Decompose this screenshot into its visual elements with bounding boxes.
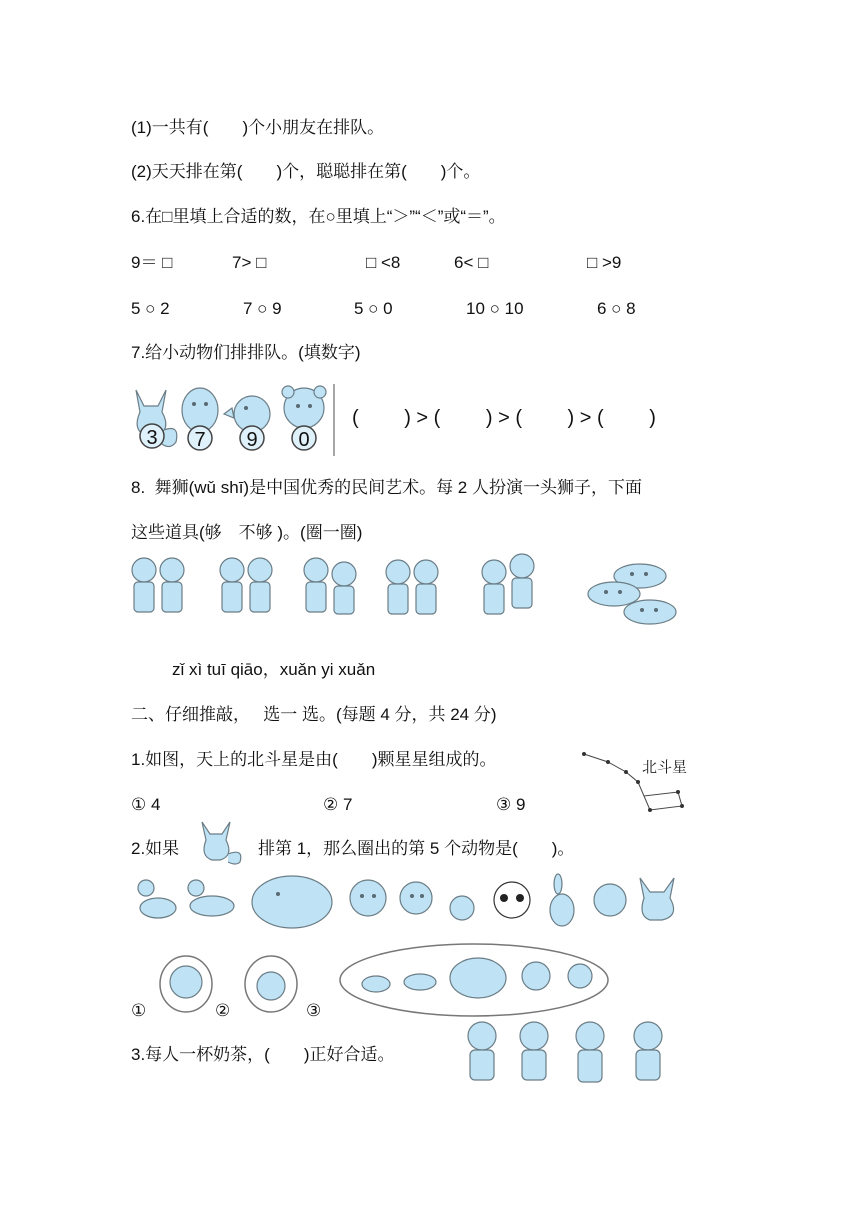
cat-icon — [350, 880, 386, 916]
child-pair-icon — [304, 558, 356, 614]
q6-row1-item: □ >9 — [587, 253, 622, 272]
s1-option: ② 7 — [323, 795, 353, 814]
number-badge-text: 9 — [246, 429, 258, 451]
boy-icon — [634, 1022, 662, 1080]
s2-question-1: 1.如图，天上的北斗星是由( )颗星星组成的。 — [131, 750, 497, 769]
s2-option: ① — [131, 1001, 147, 1020]
fox-picture — [198, 818, 248, 866]
monkey-icon — [170, 966, 202, 998]
s2-question-3: 3.每人一杯奶茶，( )正好合适。 — [131, 1045, 395, 1064]
option-2-chick-picture — [243, 954, 299, 1014]
elephant-icon — [252, 876, 332, 928]
fox-icon — [202, 822, 230, 860]
line-q-b: (2)天天排在第( )个，聪聪排在第( )个。 — [131, 162, 481, 181]
star-icon — [606, 760, 610, 764]
star-icon — [636, 780, 640, 784]
q7-answer-blanks: ( ) > ( ) > ( ) > ( ) — [352, 407, 656, 429]
big-dipper-label: 北斗星 — [642, 759, 688, 776]
child-pair-icon — [220, 558, 272, 612]
animal-row-picture — [132, 870, 698, 936]
s2-option: ② — [215, 1001, 231, 1020]
star-icon — [676, 790, 680, 794]
s2-option: ③ — [306, 1001, 322, 1020]
s2-question-2-pre: 2.如果 — [131, 839, 180, 858]
star-icon — [624, 770, 628, 774]
s2-question-2-post: 排第 1，那么圈出的第 5 个动物是( )。 — [258, 839, 575, 858]
q6-row2-item: 10 ○ 10 — [466, 299, 524, 318]
horse-icon — [188, 880, 234, 916]
child-pair-icon — [132, 558, 184, 612]
q6-row1-item: 7> □ — [232, 253, 267, 272]
number-badge-text: 3 — [146, 427, 158, 449]
question-6: 6.在□里填上合适的数，在○里填上“＞”“＜”或“＝”。 — [131, 207, 506, 226]
dog-icon — [594, 884, 626, 916]
q6-row2-item: 5 ○ 2 — [131, 299, 170, 318]
boy-icon — [520, 1022, 548, 1080]
elephant-icon — [450, 958, 506, 998]
number-badge-text: 7 — [194, 429, 206, 451]
section-2-heading: 二、仔细推敲， 选一 选。(每题 4 分，共 24 分) — [131, 705, 497, 724]
big-dipper-picture — [580, 748, 700, 818]
star-icon — [680, 804, 684, 808]
fox-icon — [640, 878, 674, 920]
lion-heads-picture — [580, 560, 690, 630]
children-picture — [458, 1018, 672, 1102]
deer-icon — [362, 976, 390, 992]
s1-option: ① 4 — [131, 795, 161, 814]
option-1-monkey-picture — [158, 954, 214, 1014]
star-icon — [582, 752, 586, 756]
q8-children-picture — [124, 552, 564, 622]
q7-animals-picture — [128, 380, 338, 458]
q6-row1-item: 6< □ — [454, 253, 489, 272]
panda-icon — [494, 882, 530, 918]
rabbit-icon — [550, 874, 574, 926]
monkey-icon — [400, 882, 432, 914]
question-8-line1: 8. 舞狮(wǔ shī)是中国优秀的民间艺术。每 2 人扮演一头狮子，下面 — [131, 478, 642, 497]
number-badge-text: 0 — [298, 429, 310, 451]
line-q-a: (1)一共有( )个小朋友在排队。 — [131, 118, 385, 137]
pinyin-line: zǐ xì tuī qiāo，xuǎn yi xuǎn — [172, 660, 376, 679]
girl-icon — [468, 1022, 496, 1080]
child-pair-icon — [482, 554, 534, 614]
chick-icon — [450, 896, 474, 920]
q6-row1-item: 9＝ □ — [131, 253, 173, 272]
horse-icon — [404, 974, 436, 990]
q6-row2-item: 5 ○ 0 — [354, 299, 393, 318]
lion-head-icon — [588, 582, 640, 606]
star-icon — [648, 808, 652, 812]
question-8-line2: 这些道具(够 不够 )。(圈一圈) — [131, 523, 363, 542]
chick-icon — [257, 972, 285, 1000]
monkey-icon — [568, 964, 592, 988]
cat-icon — [522, 962, 550, 990]
lion-head-icon — [624, 600, 676, 624]
q6-row2-item: 7 ○ 9 — [243, 299, 282, 318]
question-7: 7.给小动物们排排队。(填数字) — [131, 343, 361, 362]
deer-icon — [138, 880, 176, 918]
s1-option: ③ 9 — [496, 795, 526, 814]
q6-row2-item: 6 ○ 8 — [597, 299, 636, 318]
tiger-icon — [282, 386, 326, 428]
girl-icon — [576, 1022, 604, 1082]
child-pair-icon — [386, 560, 438, 614]
option-3-animals-picture — [338, 942, 610, 1018]
q6-row1-item: □ <8 — [366, 253, 401, 272]
